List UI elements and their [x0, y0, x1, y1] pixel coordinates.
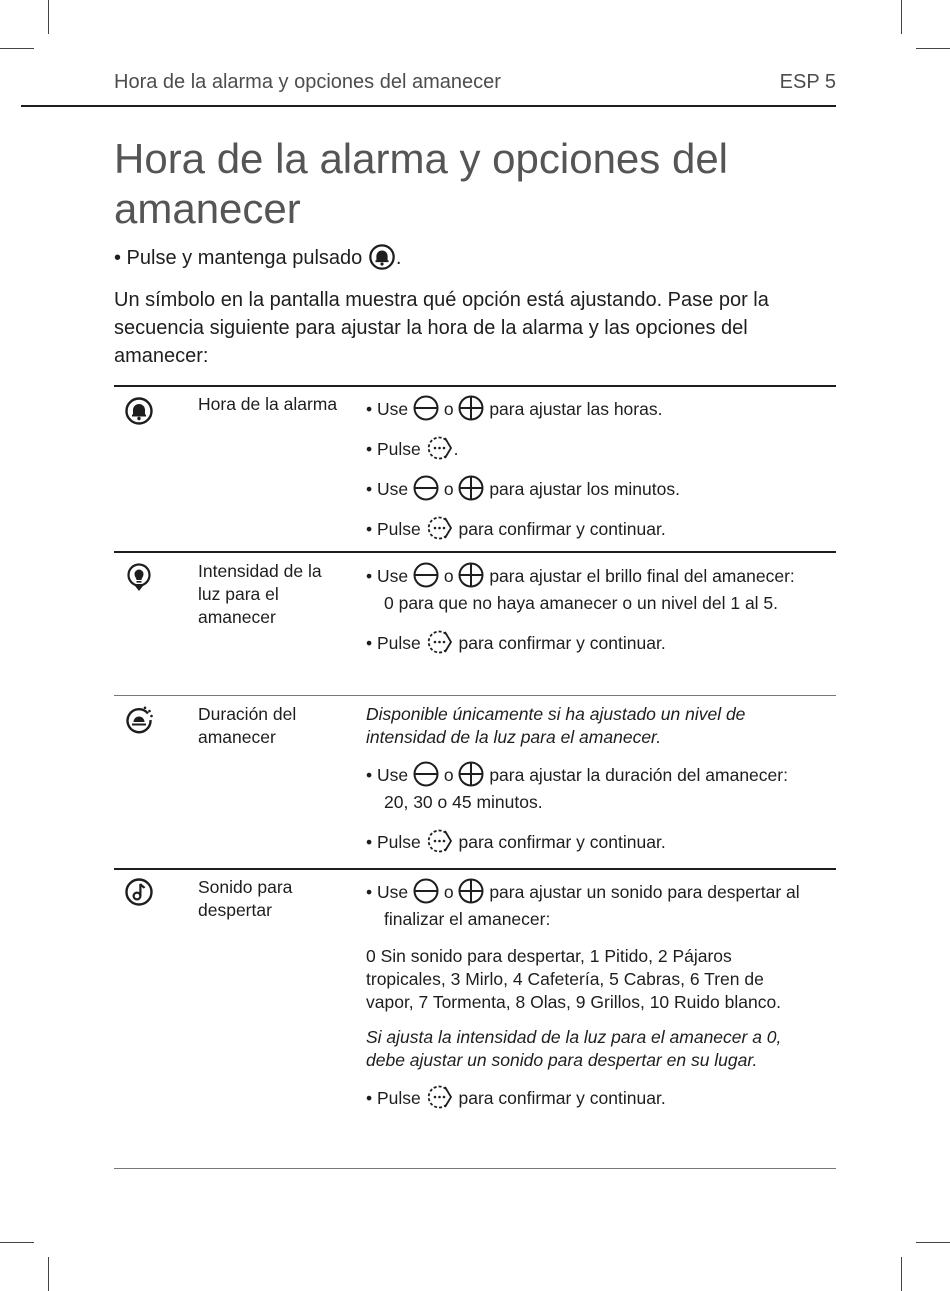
plus-button-icon [458, 475, 484, 501]
alarm-bell-icon [124, 396, 154, 426]
plus-button-icon [458, 562, 484, 588]
next-button-icon [426, 629, 454, 655]
crop-mark [48, 0, 49, 34]
instruction-item: • Pulse para confirmar y continuar. [366, 828, 806, 856]
row-label: Intensidad de la luz para el amanecer [198, 561, 322, 627]
table-rule [114, 695, 836, 696]
table-rule [114, 1168, 836, 1169]
crop-mark [48, 1257, 49, 1291]
row-label: Sonido para despertar [198, 877, 293, 920]
alarm-bell-icon [368, 243, 396, 271]
minus-button-icon [413, 562, 439, 588]
table-rule [114, 868, 836, 870]
header-rule [21, 105, 836, 107]
wake-sound-icon [124, 877, 154, 907]
instruction-item: • Use o para ajustar la duración del amanecer: 20, 30 o 45 minutos. [366, 761, 806, 816]
row-instructions [366, 395, 806, 555]
next-button-icon [426, 515, 454, 541]
next-button-icon [426, 828, 454, 854]
instruction-item: • Use o para ajustar el brillo final del amanecer: 0 para que no haya amanecer o un nivel del 1 al 5. [366, 562, 806, 617]
next-button-icon [426, 1084, 454, 1110]
row-label: Hora de la alarma [198, 394, 338, 414]
minus-button-icon [413, 395, 439, 421]
minus-button-icon [413, 878, 439, 904]
row-label: Duración del amanecer [198, 704, 297, 747]
plus-button-icon [458, 395, 484, 421]
sunrise-duration-icon [124, 705, 154, 735]
instruction-item: • Pulse para confirmar y continuar. [366, 629, 806, 657]
instruction-item: • Use o para ajustar los minutos. [366, 475, 806, 503]
row-instructions [366, 562, 806, 669]
crop-mark [901, 1257, 902, 1291]
running-header-title: Hora de la alarma y opciones del amanecer [114, 71, 501, 93]
sound-note: Si ajusta la intensidad de la luz para el amanecer a 0, debe ajustar un sonido para despertar en su lugar. [366, 1027, 782, 1070]
instruction-item: • Use o para ajustar las horas. [366, 395, 806, 423]
light-bulb-icon [124, 562, 154, 592]
intro-paragraph: Un símbolo en la pantalla muestra qué opción está ajustando. Pase por la secuencia siguiente para ajustar la hora de la alarma y las opciones del amanecer: [114, 289, 769, 367]
sound-list: 0 Sin sonido para despertar, 1 Pitido, 2 Pájaros tropicales, 3 Mirlo, 4 Cafetería, 5 Cabras, 6 Tren de vapor, 7 Tormenta, 8 Olas, 9 Grillos, 10 Ruido blanco. [366, 946, 782, 1012]
instruction-item: • Pulse para confirmar y continuar. [366, 515, 806, 543]
instruction-item: • Pulse para confirmar y continuar. [366, 1084, 806, 1112]
row-instructions [366, 703, 806, 868]
minus-button-icon [413, 761, 439, 787]
running-header [114, 70, 836, 98]
row-instructions [366, 878, 806, 1124]
plus-button-icon [458, 878, 484, 904]
crop-mark [0, 48, 34, 49]
intro-bullet: • Pulse y mantenga pulsado . [114, 243, 401, 272]
page-title: Hora de la alarma y opciones del amanecer [114, 135, 729, 232]
crop-mark [916, 1242, 950, 1243]
next-button-icon [426, 435, 454, 461]
page-number: ESP 5 [779, 71, 836, 93]
crop-mark [901, 0, 902, 34]
table-rule [114, 385, 836, 387]
plus-button-icon [458, 761, 484, 787]
crop-mark [0, 1242, 34, 1243]
instruction-item: • Use o para ajustar un sonido para despertar al finalizar el amanecer: [366, 878, 806, 933]
minus-button-icon [413, 475, 439, 501]
instruction-item: • Pulse . [366, 435, 806, 463]
availability-note: Disponible únicamente si ha ajustado un nivel de intensidad de la luz para el amanecer. [366, 704, 746, 747]
crop-mark [916, 48, 950, 49]
